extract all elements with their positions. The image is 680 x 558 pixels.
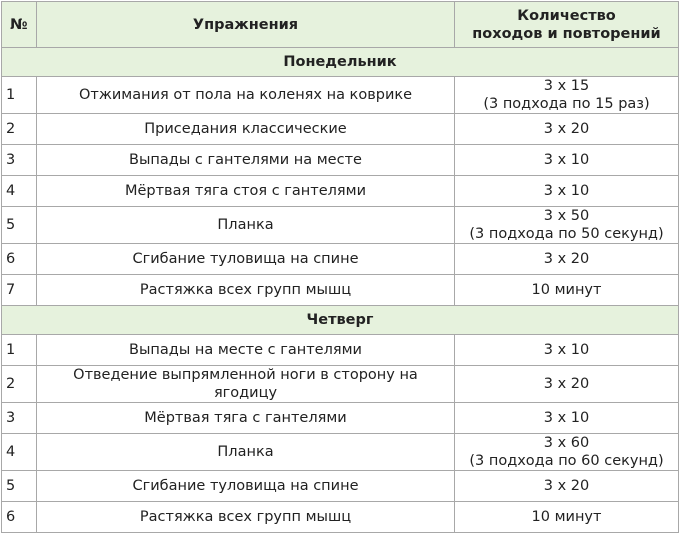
table-row <box>2 403 679 434</box>
reps-value: 3 x 60 <box>543 435 590 451</box>
header-reps-line1: Количество <box>517 7 616 24</box>
row-number: 4 <box>2 176 37 207</box>
reps-note: (3 подхода по 50 секунд) <box>469 226 664 242</box>
table-row <box>2 176 679 207</box>
reps-cell <box>455 471 679 502</box>
reps-value: 3 x 20 <box>543 251 590 267</box>
exercise-name: Выпады на месте с гантелями <box>37 335 455 366</box>
row-number: 5 <box>2 471 37 502</box>
exercise-name: Сгибание туловища на спине <box>37 244 455 275</box>
day-title: Понедельник <box>2 48 679 77</box>
day-title: Четверг <box>2 306 679 335</box>
reps-cell <box>455 145 679 176</box>
table-row <box>2 77 679 114</box>
exercise-name: Растяжка всех групп мышц <box>37 502 455 533</box>
exercise-name: Сгибание туловища на спине <box>37 471 455 502</box>
reps-cell <box>455 335 679 366</box>
reps-cell <box>455 207 679 244</box>
table-header-row <box>2 2 679 48</box>
exercise-name: Мёртвая тяга стоя с гантелями <box>37 176 455 207</box>
exercise-name: Планка <box>37 207 455 244</box>
reps-value: 3 x 20 <box>543 121 590 137</box>
table-row <box>2 275 679 306</box>
table-row <box>2 434 679 471</box>
row-number: 4 <box>2 434 37 471</box>
reps-value: 3 x 20 <box>543 478 590 494</box>
table-body <box>2 48 679 533</box>
exercise-name: Выпады с гантелями на месте <box>37 145 455 176</box>
reps-value: 3 x 10 <box>543 183 590 199</box>
header-number: № <box>2 2 37 48</box>
table-row <box>2 366 679 403</box>
row-number: 2 <box>2 114 37 145</box>
row-number: 6 <box>2 244 37 275</box>
reps-value: 3 x 50 <box>543 208 590 224</box>
exercise-name: Планка <box>37 434 455 471</box>
day-header-row <box>2 48 679 77</box>
row-number: 6 <box>2 502 37 533</box>
reps-note: (3 подхода по 60 секунд) <box>469 453 664 469</box>
reps-value: 3 x 10 <box>543 410 590 426</box>
reps-cell <box>455 275 679 306</box>
header-reps <box>455 2 679 48</box>
day-header-row <box>2 306 679 335</box>
reps-cell <box>455 434 679 471</box>
row-number: 7 <box>2 275 37 306</box>
exercise-name: Растяжка всех групп мышц <box>37 275 455 306</box>
exercise-name: Отведение выпрямленной ноги в сторону на ягодицу <box>37 366 455 403</box>
table-row <box>2 471 679 502</box>
reps-cell <box>455 176 679 207</box>
table-row <box>2 335 679 366</box>
reps-note: (3 подхода по 15 раз) <box>483 96 650 112</box>
table-row <box>2 207 679 244</box>
header-exercises: Упражнения <box>37 2 455 48</box>
row-number: 1 <box>2 77 37 114</box>
table-row <box>2 114 679 145</box>
header-reps-line2: походов и повторений <box>472 25 661 42</box>
row-number: 1 <box>2 335 37 366</box>
reps-cell <box>455 502 679 533</box>
table-row <box>2 145 679 176</box>
reps-cell <box>455 403 679 434</box>
exercise-name: Приседания классические <box>37 114 455 145</box>
table-row <box>2 244 679 275</box>
reps-value: 10 минут <box>531 282 602 298</box>
exercise-name: Отжимания от пола на коленях на коврике <box>37 77 455 114</box>
row-number: 5 <box>2 207 37 244</box>
row-number: 3 <box>2 403 37 434</box>
row-number: 2 <box>2 366 37 403</box>
reps-cell <box>455 244 679 275</box>
exercise-name: Мёртвая тяга с гантелями <box>37 403 455 434</box>
reps-value: 3 x 10 <box>543 152 590 168</box>
reps-value: 3 x 10 <box>543 342 590 358</box>
workout-table <box>1 1 679 533</box>
reps-cell <box>455 114 679 145</box>
row-number: 3 <box>2 145 37 176</box>
table-row <box>2 502 679 533</box>
reps-value: 10 минут <box>531 509 602 525</box>
reps-value: 3 x 20 <box>543 376 590 392</box>
reps-cell <box>455 77 679 114</box>
reps-value: 3 x 15 <box>543 78 590 94</box>
reps-cell <box>455 366 679 403</box>
